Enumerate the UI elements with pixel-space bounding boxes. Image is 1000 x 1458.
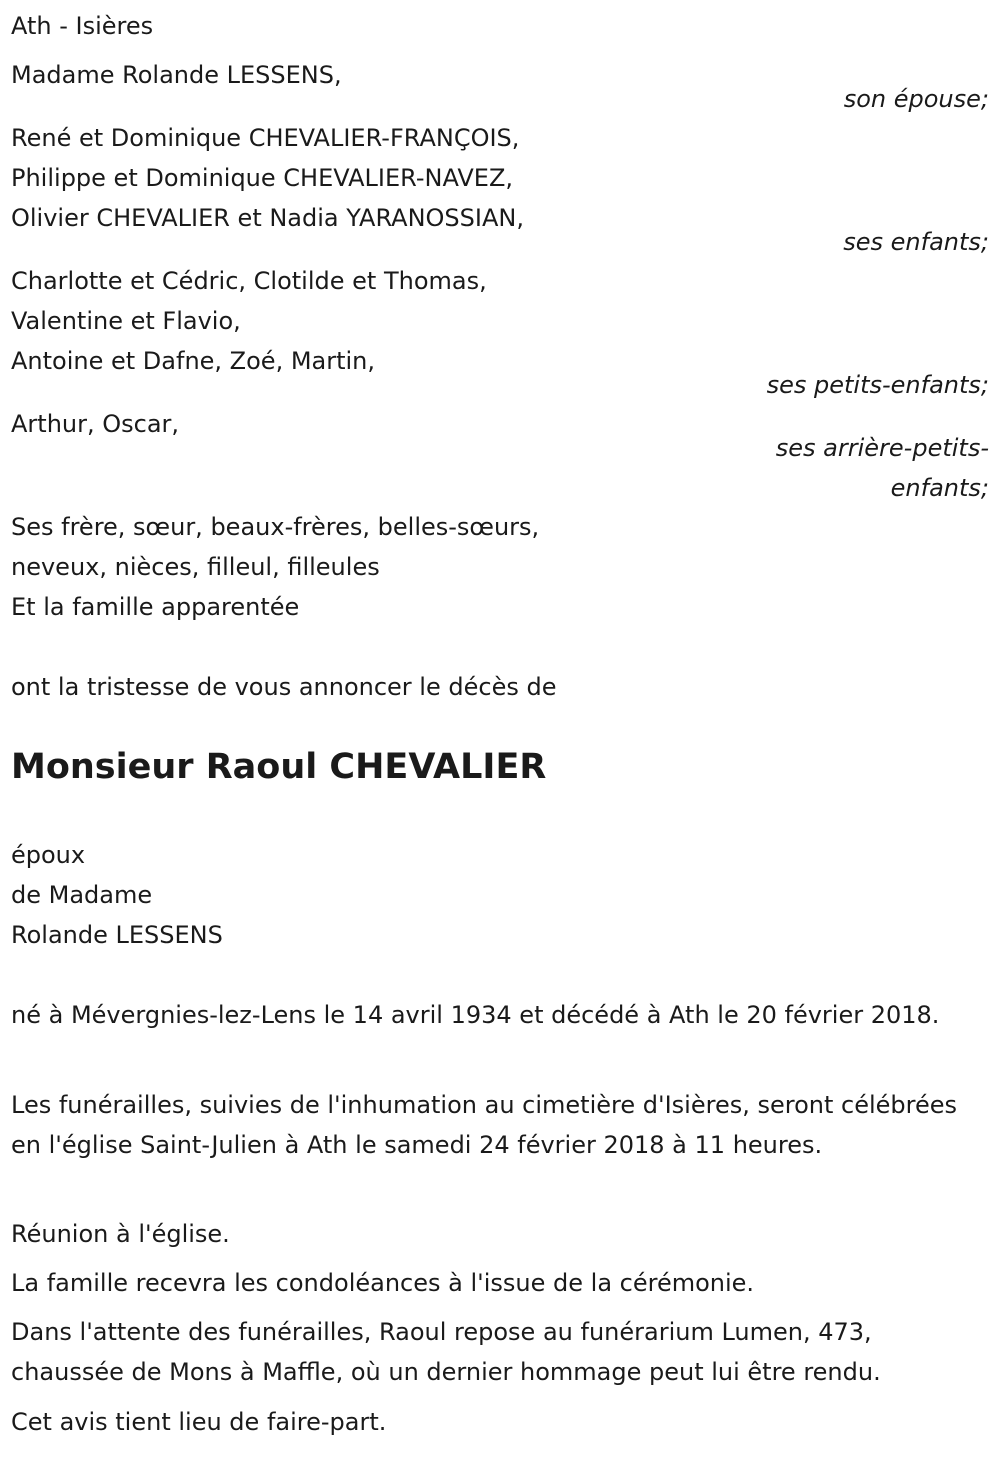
grandchild-line: Antoine et Dafne, Zoé, Martin, <box>11 347 376 375</box>
meeting-paragraph: Réunion à l'église. <box>11 1220 230 1248</box>
child-line: Olivier CHEVALIER et Nadia YARANOSSIAN, <box>11 204 524 232</box>
location-text: Ath - Isières <box>11 12 154 40</box>
funerarium-paragraph: Dans l'attente des funérailles, Raoul repose au funérarium Lumen, 473, chaussée de Mons à Maffle, où un dernier hommage peut lui être rendu. <box>11 1318 881 1386</box>
grandchild-line: Charlotte et Cédric, Clotilde et Thomas, <box>11 267 487 295</box>
notice-paragraph: Cet avis tient lieu de faire-part. <box>11 1408 387 1436</box>
grandchild-line: Valentine et Flavio, <box>11 307 241 335</box>
spouse-of-line: Rolande LESSENS <box>11 921 223 949</box>
condolences-paragraph: La famille recevra les condoléances à l'issue de la cérémonie. <box>11 1269 755 1297</box>
child-line: René et Dominique CHEVALIER-FRANÇOIS, <box>11 124 520 152</box>
great-grandchildren-role <box>776 428 989 508</box>
spouse-of-line: époux <box>11 841 86 869</box>
family-line: neveux, nièces, filleul, filleules <box>11 553 380 581</box>
great-grandchildren-role-line: ses arrière-petits- <box>775 434 989 462</box>
deceased-name: Monsieur Raoul CHEVALIER <box>11 747 547 787</box>
grandchildren-group <box>11 261 989 381</box>
extended-family <box>11 507 989 627</box>
funeral-paragraph: Les funérailles, suivies de l'inhumation au cimetière d'Isières, seront célébrées en l'église Saint-Julien à Ath le samedi 24 février 2018 à 11 heures. <box>11 1091 958 1159</box>
grandchildren-role: ses petits-enfants; <box>766 371 989 399</box>
location-line <box>11 6 989 46</box>
children-role: ses enfants; <box>843 228 989 256</box>
spouse-of <box>11 835 989 955</box>
family-line: Ses frère, sœur, beaux-frères, belles-sœurs, <box>11 513 540 541</box>
spouse-of-line: de Madame <box>11 881 153 909</box>
spouse-group <box>11 55 989 95</box>
birth-death-paragraph: né à Mévergnies-lez-Lens le 14 avril 1934 et décédé à Ath le 20 février 2018. <box>11 1001 940 1029</box>
children-group <box>11 118 989 238</box>
family-line: Et la famille apparentée <box>11 593 300 621</box>
child-line: Philippe et Dominique CHEVALIER-NAVEZ, <box>11 164 514 192</box>
announcement-text: ont la tristesse de vous annoncer le décès de <box>11 673 557 701</box>
spouse-name: Madame Rolande LESSENS, <box>11 61 342 89</box>
great-grandchild-line: Arthur, Oscar, <box>11 410 180 438</box>
great-grandchildren-role-line: enfants; <box>890 474 989 502</box>
spouse-role: son épouse; <box>843 85 989 113</box>
announcement <box>11 667 989 707</box>
